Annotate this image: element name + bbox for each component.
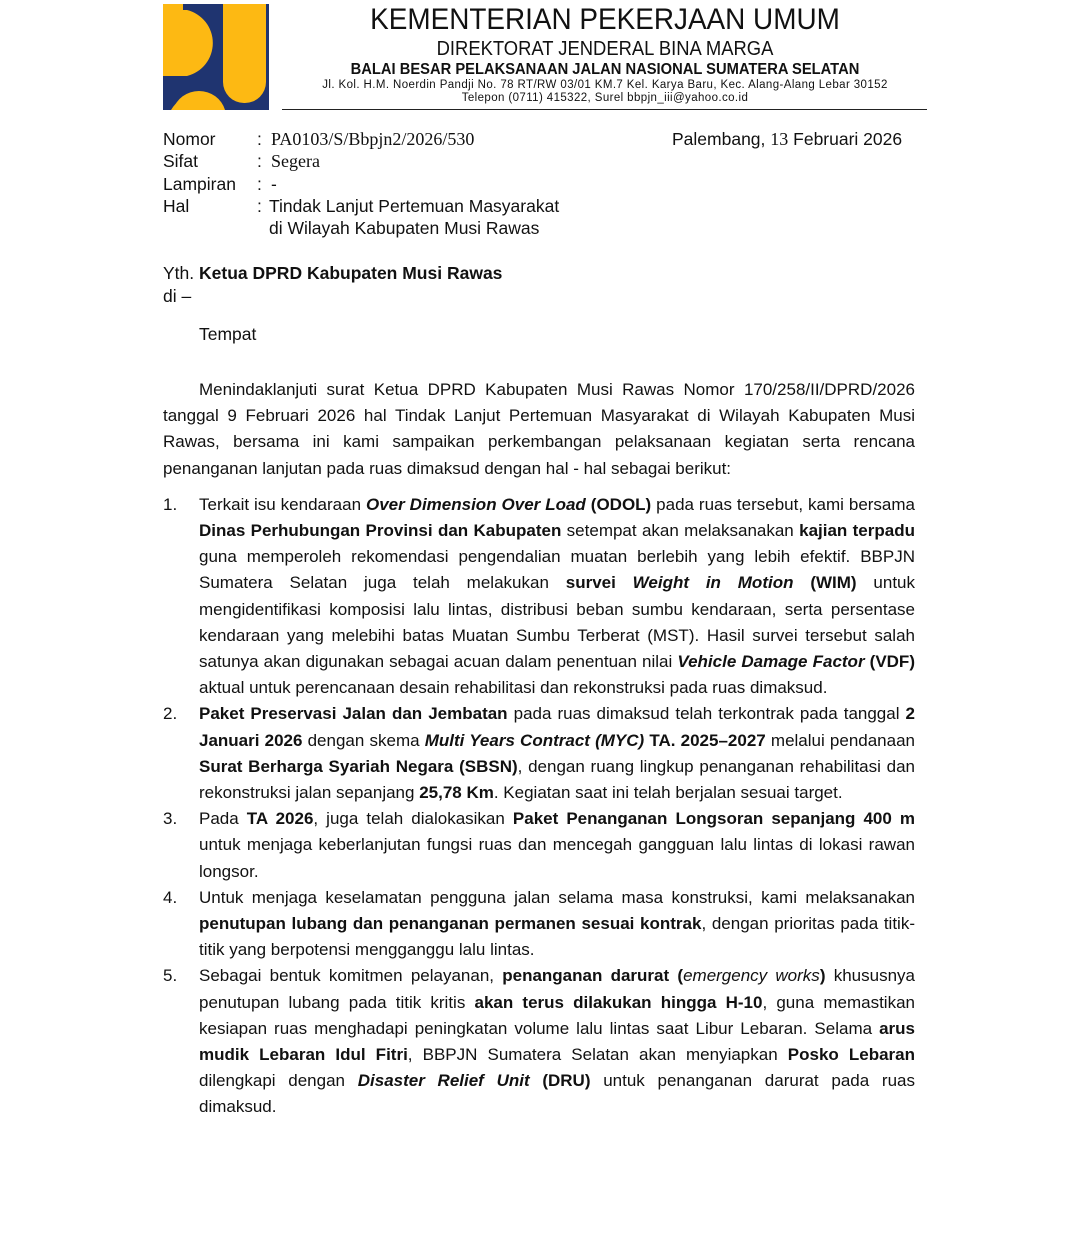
list-item [163,963,915,1120]
date-city: Palembang, [672,129,766,149]
hal-value-line2: di Wilayah Kabupaten Musi Rawas [269,218,540,238]
item-number: 2. [163,704,178,724]
hal-label: Hal [163,196,190,216]
nomor-value: PA0103/S/Bbpjn2/2026/530 [271,129,475,149]
date-day: 13 [770,129,789,149]
lampiran-label: Lampiran [163,174,236,194]
colon: : [257,129,262,149]
list-item [163,701,915,806]
ministry-name: KEMENTERIAN PEKERJAAN UMUM [370,3,840,36]
letter-date [672,129,902,150]
hal-value-line1: Tindak Lanjut Pertemuan Masyarakat [269,196,560,216]
sifat-value: Segera [271,151,320,171]
item-number: 1. [163,494,178,514]
date-month-year: Februari 2026 [793,129,903,149]
lampiran-value: - [271,174,277,194]
directorate-name: DIREKTORAT JENDERAL BINA MARGA [436,38,774,60]
points-list [163,492,915,1121]
list-item [163,885,915,964]
nomor-label: Nomor [163,129,216,149]
letterhead [280,2,930,105]
item-number: 5. [163,966,178,986]
list-item [163,806,915,885]
colon: : [257,196,262,216]
colon: : [257,151,262,171]
addressee-di: di – [163,286,192,306]
addressee-prefix: Yth. [163,263,195,283]
item-text: Pada TA 2026, juga telah dialokasikan Paket Penanganan Longsoran sepanjang 400 m untuk menjaga keberlanjutan fungsi ruas dan mencegah gangguan lalu lintas di lokasi rawan longsor. [199,809,915,881]
item-text: Terkait isu kendaraan Over Dimension Over Load (ODOL) pada ruas tersebut, kami bersama Dinas Perhubungan Provinsi dan Kabupaten setempat akan melaksanakan kajian terpadu guna memperoleh rekomendasi pengendalian muatan berlebih yang lebih efektif. BBPJN Sumatera Selatan juga telah melakukan survei Weight in Motion (WIM) untuk mengidentifikasi komposisi lalu lintas, distribusi beban sumbu kendaraan, serta persentase kendaraan yang melebihi batas Muatan Sumbu Terberat (MST). Hasil survei tersebut salah satunya akan digunakan sebagai acuan dalam penentuan nilai Vehicle Damage Factor (VDF) aktual untuk perencanaan desain rehabilitasi dan rekonstruksi pada ruas dimaksud. [199,494,915,698]
pu-logo-icon [163,4,269,110]
item-text: Paket Preservasi Jalan dan Jembatan pada ruas dimaksud telah terkontrak pada tanggal 2 Januari 2026 dengan skema Multi Years Contract (MYC) TA. 2025–2027 melalui pendanaan Surat Berharga Syariah Negara (SBSN), dengan ruang lingkup penanganan rehabilitasi dan rekonstruksi jalan sepanjang 25,78 Km. Kegiatan saat ini telah berjalan sesuai target. [199,704,916,803]
office-name: BALAI BESAR PELAKSANAAN JALAN NASIONAL SUMATERA SELATAN [350,61,860,78]
item-number: 3. [163,809,178,829]
sifat-label: Sifat [163,151,199,171]
intro-paragraph: Menindaklanjuti surat Ketua DPRD Kabupaten Musi Rawas Nomor 170/258/II/DPRD/2026 tanggal 9 Februari 2026 hal Tindak Lanjut Pertemuan Masyarakat di Wilayah Kabupaten Musi Rawas, bersama ini kami sampaikan perkembangan pelaksanaan kegiatan serta rencana penanganan lanjutan pada ruas dimaksud dengan hal - hal sebagai berikut: [163,380,915,478]
item-text: Sebagai bentuk komitmen pelayanan, penanganan darurat (emergency works) khususnya penutupan lubang pada titik kritis akan terus dilakukan hingga H-10, guna memastikan kesiapan ruas menghadapi peningkatan volume lalu lintas saat Libur Lebaran. Selama arus mudik Lebaran Idul Fitri, BBPJN Sumatera Selatan akan menyiapkan Posko Lebaran dilengkapi dengan Disaster Relief Unit (DRU) untuk penanganan darurat pada ruas dimaksud. [199,966,916,1117]
item-number: 4. [163,887,178,907]
addressee-place: Tempat [199,324,257,344]
addressee-name: Ketua DPRD Kabupaten Musi Rawas [199,263,503,283]
letterhead-divider [282,109,927,110]
colon: : [257,174,262,194]
letter-body [163,377,915,1121]
office-address: Jl. Kol. H.M. Noerdin Pandji No. 78 RT/RW 03/01 KM.7 Kel. Karya Baru, Kec. Alang-Alang Lebar 30152 [322,79,888,91]
office-contact: Telepon (0711) 415322, Surel bbpjn_iii@yahoo.co.id [461,92,749,104]
list-item [163,492,915,702]
item-text: Untuk menjaga keselamatan pengguna jalan selama masa konstruksi, kami melaksanakan penutupan lubang dan penanganan permanen sesuai kontrak, dengan prioritas pada titik-titik yang berpotensi mengganggu lalu lintas. [199,887,915,960]
addressee-line [163,263,502,284]
